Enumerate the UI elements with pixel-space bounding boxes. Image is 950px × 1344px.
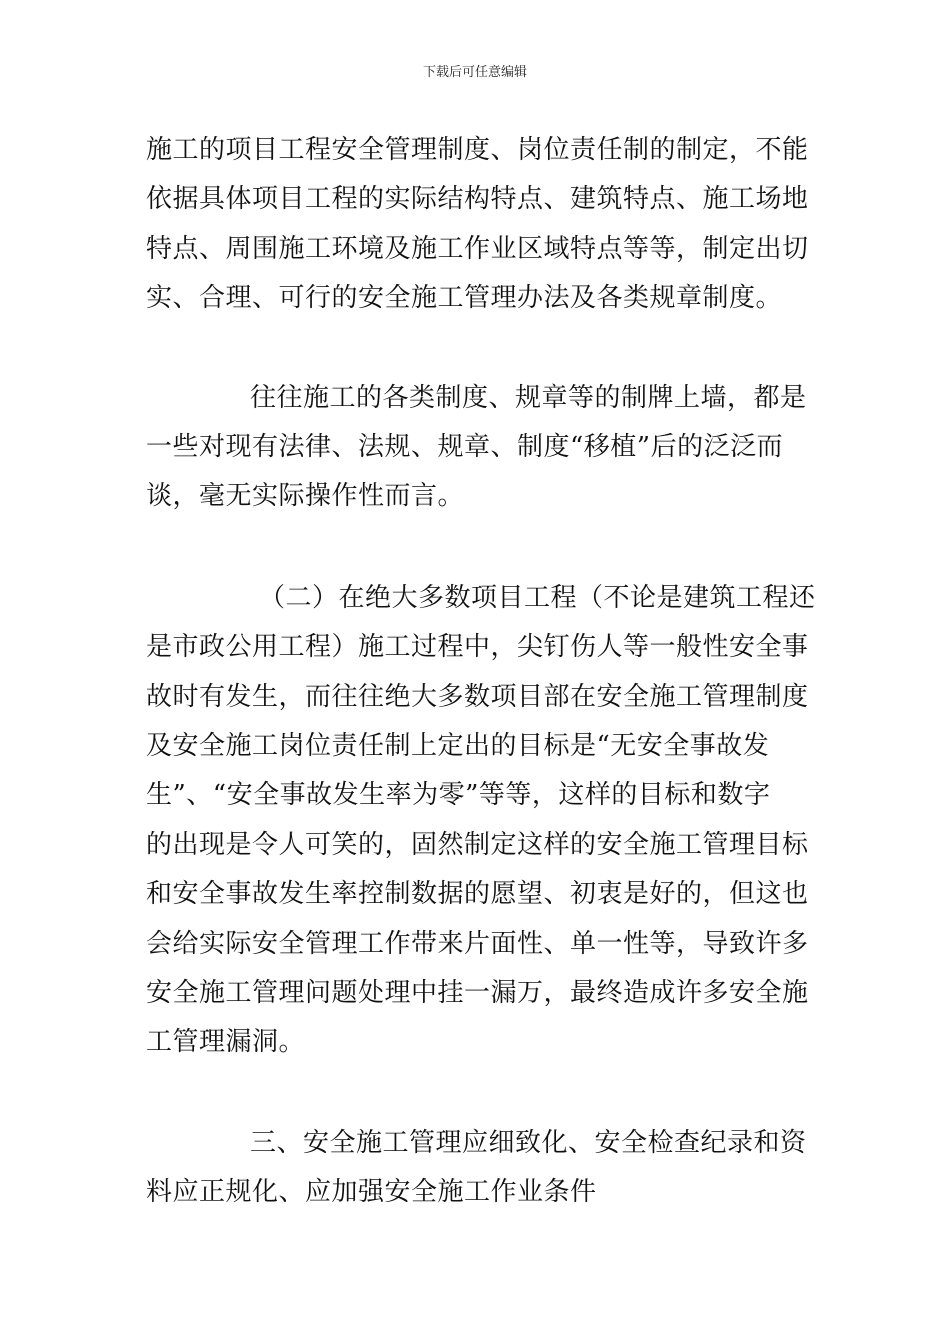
- section-heading-line: 料应正规化、应加强安全施工作业条件: [146, 1177, 597, 1207]
- paragraph-line: 会给实际安全管理工作带来片面性、单一性等，导致许多: [146, 929, 809, 959]
- paragraph-line: 实、合理、可行的安全施工管理办法及各类规章制度。: [146, 283, 783, 313]
- paragraph-line: 往往施工的各类制度、规章等的制牌上墙，都是: [250, 383, 807, 413]
- paragraph-line: 生”、“安全事故发生率为零”等等，这样的目标和数字: [146, 780, 771, 810]
- paragraph-line: 施工的项目工程安全管理制度、岗位责任制的制定，不能: [146, 135, 809, 165]
- paragraph-line: 特点、周围施工环境及施工作业区域特点等等，制定出切: [146, 234, 809, 264]
- paragraph-line: 依据具体项目工程的实际结构特点、建筑特点、施工场地: [146, 184, 809, 214]
- paragraph-line: （二）在绝大多数项目工程（不论是建筑工程还: [259, 583, 816, 613]
- paragraph-line: 及安全施工岗位责任制上定出的目标是“无安全事故发: [146, 731, 770, 761]
- section-heading-line: 三、安全施工管理应细致化、安全检查纪录和资: [250, 1128, 807, 1158]
- paragraph-line: 安全施工管理问题处理中挂一漏万，最终造成许多安全施: [146, 978, 809, 1008]
- paragraph-line: 的出现是令人可笑的，固然制定这样的安全施工管理目标: [146, 830, 809, 860]
- paragraph-line: 和安全事故发生率控制数据的愿望、初衷是好的，但这也: [146, 879, 809, 909]
- paragraph-line: 一些对现有法律、法规、规章、制度“移植”后的泛泛而: [146, 432, 784, 462]
- paragraph-line: 故时有发生，而往往绝大多数项目部在安全施工管理制度: [146, 682, 809, 712]
- paragraph-line: 谈，毫无实际操作性而言。: [146, 481, 465, 511]
- paragraph-line: 工管理漏洞。: [146, 1027, 306, 1057]
- page-header-note: 下载后可任意编辑: [422, 65, 527, 80]
- paragraph-line: 是市政公用工程）施工过程中，尖钉伤人等一般性安全事: [146, 632, 809, 662]
